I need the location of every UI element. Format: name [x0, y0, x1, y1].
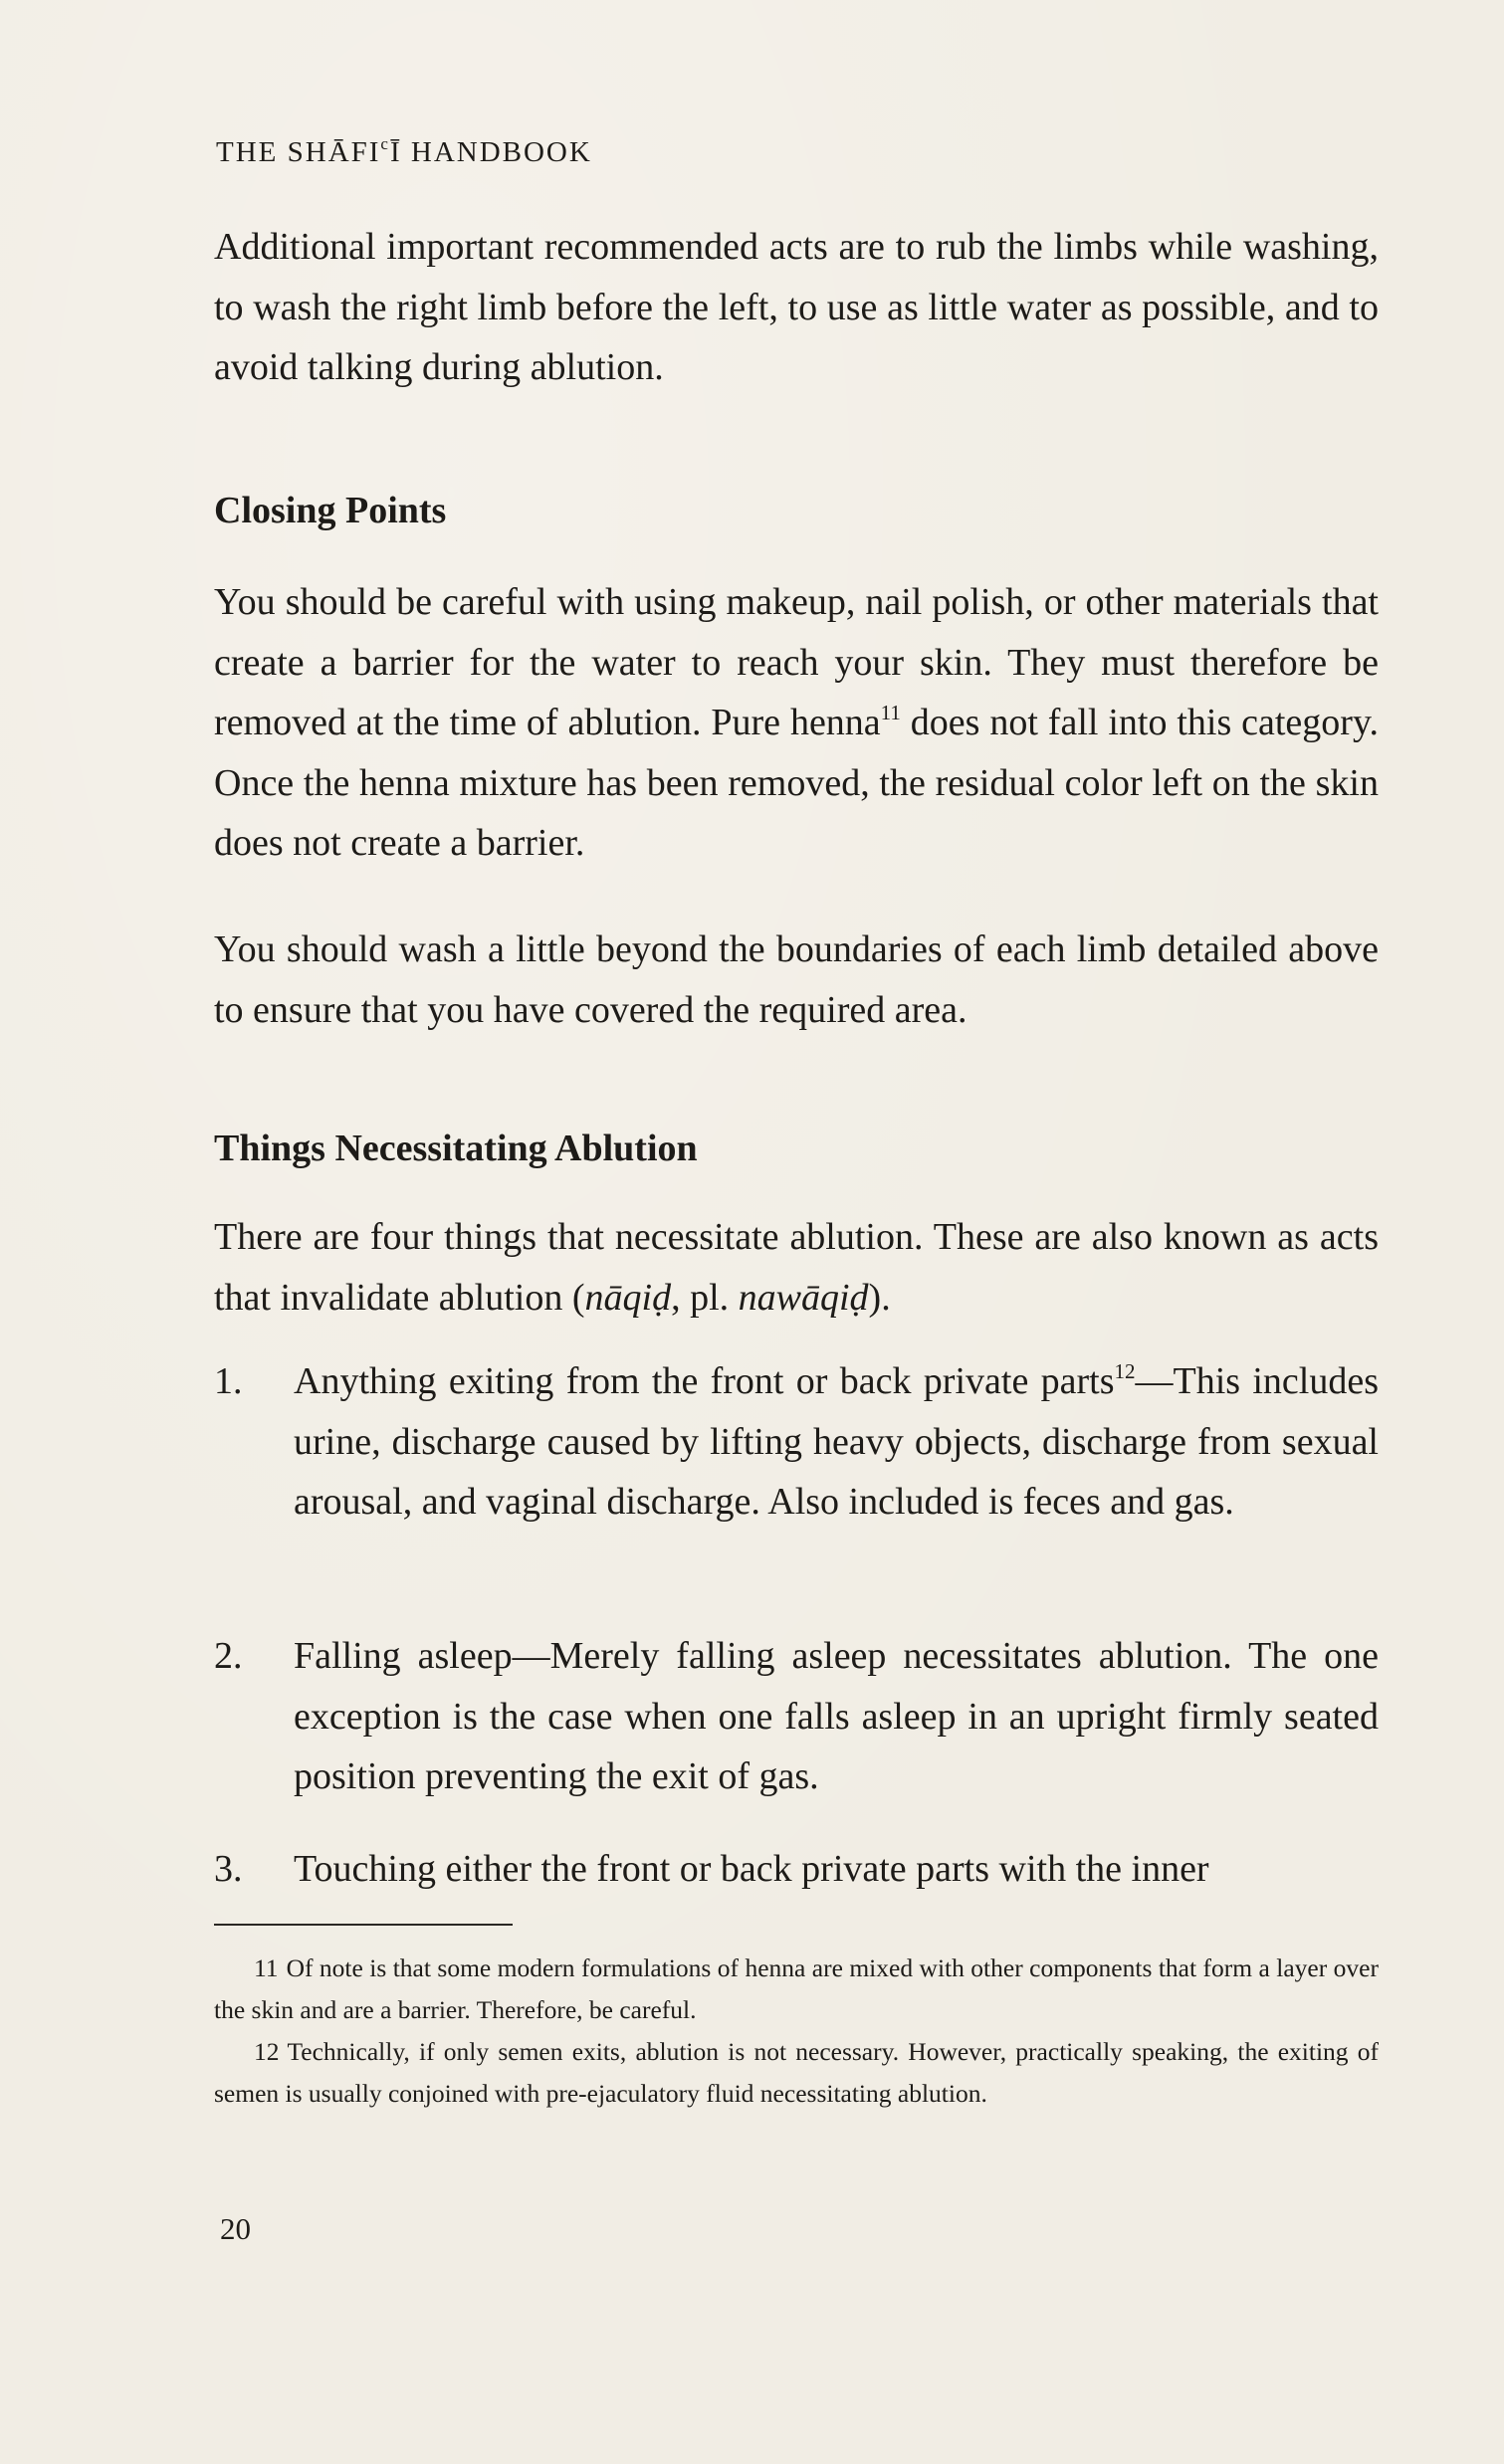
list-item-text: Falling asleep—Merely falling asleep necessitates ablution. The one exception is the case when one falls asleep in an upright firmly seated position preventing the exit of gas. — [294, 1635, 1379, 1797]
section-heading-closing-points: Closing Points — [214, 490, 447, 531]
paragraph-text — [214, 1207, 1379, 1328]
footnote-ref-11: 11 — [880, 701, 901, 724]
running-head-post: Ī HANDBOOK — [389, 136, 592, 168]
paragraph-text-after: does not fall into this category. Once the henna mixture has been removed, the residual color left on the skin does not create a barrier. — [214, 702, 1379, 864]
list-item-text-before: Anything exiting from the front or back private parts — [294, 1360, 1115, 1402]
list-item-text-after: —This includes urine, discharge caused by lifting heavy objects, discharge from sexual arousal, and vaginal discharge. Also included is feces and gas. — [294, 1360, 1379, 1523]
list-number: 2. — [214, 1635, 243, 1677]
paragraph-text: You should wash a little beyond the boundaries of each limb detailed above to ensure that you have covered the required area. — [214, 928, 1379, 1031]
footnote-11 — [214, 1948, 1379, 2031]
list-item-1 — [214, 1351, 1379, 1533]
running-head-pre: THE SHĀFI — [216, 136, 381, 168]
footnote-12 — [214, 2031, 1379, 2115]
paragraph-text: Additional important recommended acts are to rub the limbs while washing, to wash the right limb before the left, to use as little water as possible, and to avoid talking during ablution. — [214, 226, 1379, 388]
footnote-ref-12: 12 — [1114, 1359, 1136, 1383]
footnote-number: 12 — [254, 2037, 280, 2066]
closing-points-paragraph-1 — [214, 572, 1379, 874]
term-naqid: nāqiḍ — [584, 1276, 672, 1319]
closing-points-paragraph-2 — [214, 920, 1379, 1040]
term-nawaqid: nawāqiḍ — [738, 1276, 869, 1319]
list-item-text — [294, 1351, 1379, 1533]
running-head — [216, 134, 592, 169]
footnote-number: 11 — [254, 1953, 279, 1982]
list-item-2 — [214, 1626, 1379, 1807]
recommended-acts-paragraph — [214, 217, 1379, 398]
intro-text-mid: , pl. — [671, 1276, 739, 1319]
things-necessitating-intro — [214, 1207, 1379, 1328]
paragraph-text — [214, 572, 1379, 874]
page-number: 20 — [220, 2211, 251, 2246]
running-head-ayn: c — [380, 134, 390, 153]
list-number: 1. — [214, 1360, 243, 1402]
list-item-3 — [214, 1839, 1379, 1900]
footnote-separator-rule — [214, 1924, 513, 1926]
list-item-text: Touching either the front or back private parts with the inner — [294, 1848, 1209, 1890]
paragraph-text-before: You should be careful with using makeup, nail polish, or other materials that create a barrier for the water to reach your skin. They must therefore be removed at the time of ablution. Pure henna — [214, 581, 1379, 743]
list-number: 3. — [214, 1848, 243, 1890]
footnote-text: Of note is that some modern formulations of henna are mixed with other components that form a layer over the skin and are a barrier. Therefore, be careful. — [214, 1953, 1379, 2024]
footnote-text: Technically, if only semen exits, ablution is not necessary. However, practically speaking, the exiting of semen is usually conjoined with pre-ejaculatory fluid necessitating ablution. — [214, 2037, 1379, 2108]
intro-text-before: There are four things that necessitate ablution. These are also known as acts that invalidate ablution ( — [214, 1216, 1379, 1319]
intro-text-after: ). — [868, 1276, 891, 1319]
section-heading-things-necessitating-ablution: Things Necessitating Ablution — [214, 1128, 698, 1169]
